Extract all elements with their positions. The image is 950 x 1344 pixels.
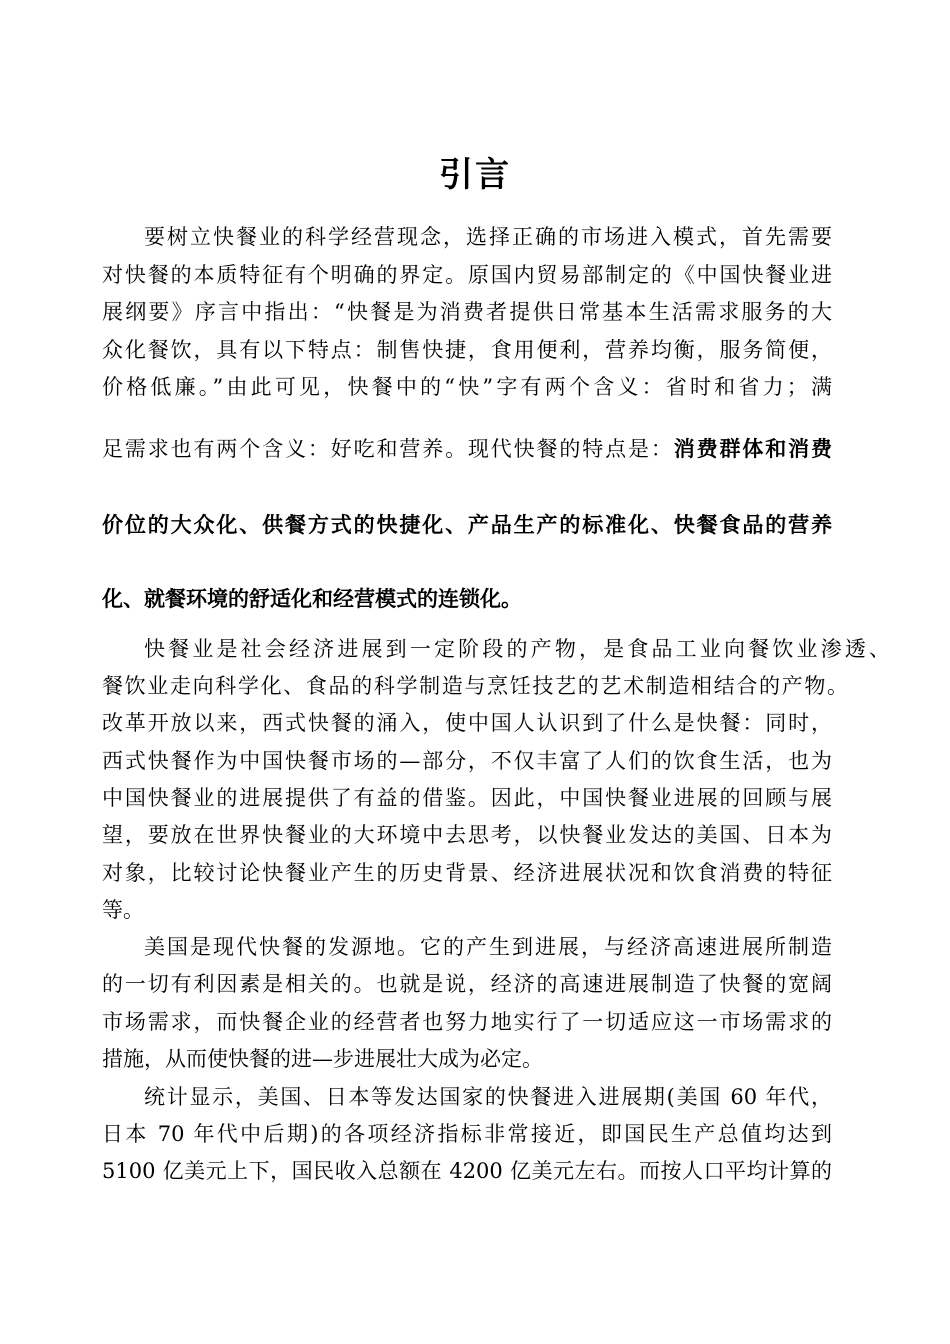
text-line: 5100 亿美元上下，国民收入总额在 4200 亿美元左右。而按人口平均计算的 [102, 1159, 832, 1183]
text-span: 足需求也有两个含义：好吃和营养。现代快餐的特点是： [102, 437, 674, 461]
highlighted-line: 化、就餐环境的舒适化和经营模式的连锁化。 [102, 586, 522, 611]
page-title: 引言 [439, 155, 511, 195]
text-line: 要树立快餐业的科学经营现念，选择正确的市场进入模式，首先需要 [144, 225, 832, 249]
text-line: 措施，从而使快餐的进—步进展壮大成为必定。 [102, 1047, 543, 1071]
text-line [102, 432, 832, 466]
text-line: 展纲要》序言中指出：“快餐是为消费者提供日常基本生活需求服务的大 [102, 300, 832, 324]
text-line: 的一切有利因素是相关的。也就是说，经济的高速进展制造了快餐的宽阔 [102, 972, 832, 996]
text-line: 众化餐饮，具有以下特点：制售快捷，食用便利，营养均衡，服务简便， [102, 338, 832, 362]
text-line: 望，要放在世界快餐业的大环境中去思考，以快餐业发达的美国、日本为 [102, 823, 832, 847]
text-line: 对象，比较讨论快餐业产生的历史背景、经济进展状况和饮食消费的特征 [102, 861, 832, 885]
text-line: 日本 70 年代中后期)的各项经济指标非常接近，即国民生产总值均达到 [102, 1122, 832, 1146]
text-line: 改革开放以来，西式快餐的涌入，使中国人认识到了什么是快餐：同时， [102, 711, 832, 735]
text-line: 市场需求，而快餐企业的经营者也努力地实行了一切适应这一市场需求的 [102, 1010, 832, 1034]
highlighted-text: 消费群体和消费 [673, 436, 833, 461]
text-line: 西式快餐作为中国快餐市场的—部分，不仅丰富了人们的饮食生活，也为 [102, 749, 832, 773]
text-line: 美国是现代快餐的发源地。它的产生到进展，与经济高速进展所制造 [144, 935, 832, 959]
text-line: 等。 [102, 898, 144, 922]
highlighted-line: 价位的大众化、供餐方式的快捷化、产品生产的标准化、快餐食品的营养 [102, 512, 832, 537]
text-line: 中国快餐业的进展提供了有益的借鉴。因此，中国快餐业进展的回顾与展 [102, 786, 832, 810]
text-line: 餐饮业走向科学化、食品的科学制造与烹饪技艺的艺术制造相结合的产物。 [102, 674, 848, 698]
text-line: 价格低廉。”由此可见，快餐中的“快”字有两个含义：省时和省力；满 [102, 375, 832, 399]
text-line: 快餐业是社会经济进展到一定阶段的产物，是食品工业向餐饮业渗透、 [144, 637, 890, 661]
text-line: 对快餐的本质特征有个明确的界定。原国内贸易部制定的《中国快餐业进 [102, 263, 832, 287]
text-line: 统计显示，美国、日本等发达国家的快餐进入进展期(美国 60 年代， [144, 1085, 832, 1109]
